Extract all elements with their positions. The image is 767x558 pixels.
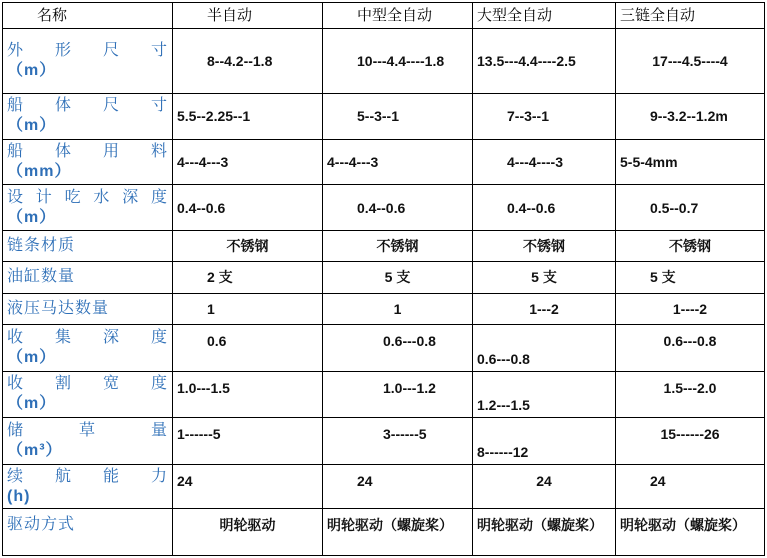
table-row [3, 418, 765, 465]
cell-value: 0.6 [173, 325, 323, 372]
header-row [3, 3, 765, 29]
row-label: 设 计 吃 水 深 度 （m） [3, 185, 173, 231]
cell-value: 13.5---4.4----2.5 [473, 29, 616, 94]
row-label: 船 体 用 料 （mm） [3, 139, 173, 185]
cell-value: 5.5--2.25--1 [173, 94, 323, 140]
cell-value: 1.0---1.5 [173, 371, 323, 418]
cell-value: 0.4--0.6 [323, 185, 473, 231]
cell-value: 1.2---1.5 [473, 371, 616, 418]
cell-value: 1----2 [616, 293, 765, 324]
cell-value: 4---4---3 [323, 139, 473, 185]
cell-value: 1------5 [173, 418, 323, 465]
cell-value: 不锈钢 [473, 230, 616, 261]
row-label: 油缸数量 [3, 262, 173, 293]
cell-value: 2 支 [173, 262, 323, 293]
cell-value: 4---4---3 [173, 139, 323, 185]
cell-value: 24 [473, 464, 616, 509]
header-medium-auto: 中型全自动 [323, 3, 473, 29]
header-semi-auto: 半自动 [173, 3, 323, 29]
table-row [3, 94, 765, 140]
cell-value: 24 [173, 464, 323, 509]
cell-value: 1 [323, 293, 473, 324]
row-label: 续 航 能 力 (h) [3, 464, 173, 509]
table-row [3, 262, 765, 293]
cell-value: 不锈钢 [173, 230, 323, 261]
cell-value: 5-5-4mm [616, 139, 765, 185]
cell-value: 9--3.2--1.2m [616, 94, 765, 140]
cell-value: 1 [173, 293, 323, 324]
cell-value: 24 [616, 464, 765, 509]
table-row [3, 464, 765, 509]
cell-value: 不锈钢 [616, 230, 765, 261]
table-row [3, 509, 765, 556]
cell-value: 8------12 [473, 418, 616, 465]
table-row [3, 325, 765, 372]
cell-value: 明轮驱动（螺旋桨） [323, 509, 473, 556]
table-row [3, 293, 765, 324]
cell-value: 0.6---0.8 [323, 325, 473, 372]
row-label: 链条材质 [3, 230, 173, 261]
cell-value: 0.6---0.8 [616, 325, 765, 372]
row-label: 收 集 深 度 （m） [3, 325, 173, 372]
cell-value: 8--4.2--1.8 [173, 29, 323, 94]
cell-value: 4---4----3 [473, 139, 616, 185]
cell-value: 24 [323, 464, 473, 509]
cell-value: 7--3--1 [473, 94, 616, 140]
row-label: 船 体 尺 寸 （m） [3, 94, 173, 140]
cell-value: 3------5 [323, 418, 473, 465]
cell-value: 15------26 [616, 418, 765, 465]
table-row [3, 185, 765, 231]
cell-value: 10---4.4----1.8 [323, 29, 473, 94]
row-label: 液压马达数量 [3, 293, 173, 324]
cell-value: 17---4.5----4 [616, 29, 765, 94]
row-label: 储 草 量 （m³） [3, 418, 173, 465]
table-row [3, 29, 765, 94]
row-label: 驱动方式 [3, 509, 173, 556]
cell-value: 不锈钢 [323, 230, 473, 261]
row-label: 外 形 尺 寸 （m） [3, 29, 173, 94]
cell-value: 5 支 [323, 262, 473, 293]
cell-value: 0.4--0.6 [473, 185, 616, 231]
table-row [3, 139, 765, 185]
cell-value: 5 支 [616, 262, 765, 293]
cell-value: 5 支 [473, 262, 616, 293]
cell-value: 0.6---0.8 [473, 325, 616, 372]
cell-value: 明轮驱动（螺旋桨） [473, 509, 616, 556]
cell-value: 0.4--0.6 [173, 185, 323, 231]
header-name: 名称 [3, 3, 173, 29]
table-row [3, 371, 765, 418]
spec-table [2, 2, 765, 556]
row-label: 收 割 宽 度 （m） [3, 371, 173, 418]
cell-value: 0.5--0.7 [616, 185, 765, 231]
cell-value: 5--3--1 [323, 94, 473, 140]
header-three-chain-auto: 三链全自动 [616, 3, 765, 29]
header-large-auto: 大型全自动 [473, 3, 616, 29]
table-row [3, 230, 765, 261]
cell-value: 1---2 [473, 293, 616, 324]
cell-value: 1.5---2.0 [616, 371, 765, 418]
cell-value: 1.0---1.2 [323, 371, 473, 418]
cell-value: 明轮驱动 [173, 509, 323, 556]
cell-value: 明轮驱动（螺旋桨） [616, 509, 765, 556]
